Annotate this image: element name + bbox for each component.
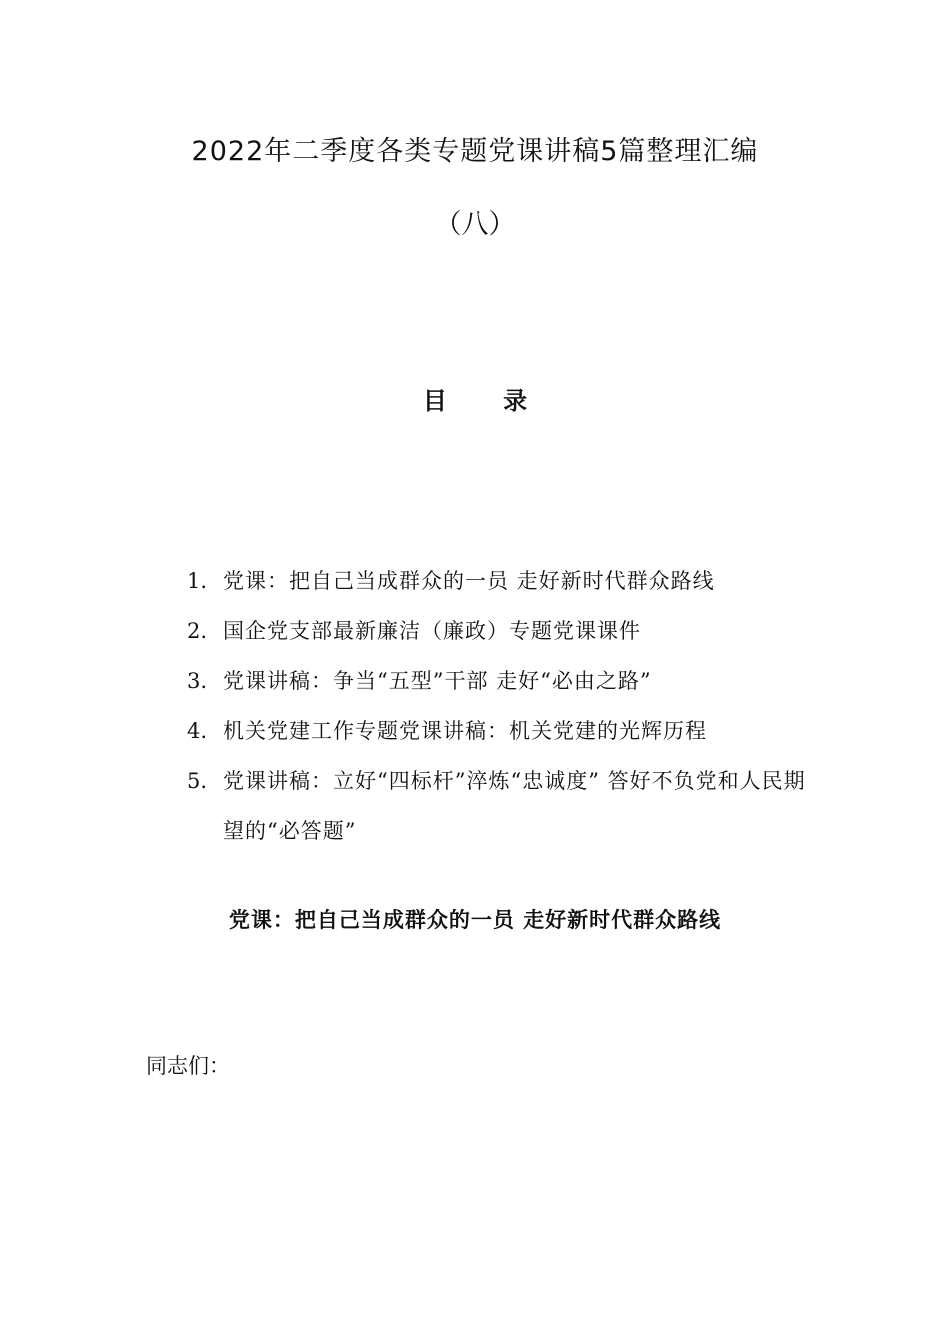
toc-item-text: 党课讲稿：立好“四标杆”淬炼“忠诚度” 答好不负党和人民期望的“必答题”	[223, 769, 806, 843]
toc-item-4[interactable]	[187, 706, 827, 756]
toc-item-text: 党课：把自己当成群众的一员 走好新时代群众路线	[223, 569, 715, 593]
document-title: 2022年二季度各类专题党课讲稿5篇整理汇编	[191, 136, 759, 167]
toc-heading: 目 录	[422, 387, 552, 415]
toc-item-number: 1.	[187, 569, 208, 593]
toc-item-number: 2.	[187, 619, 208, 643]
toc-item-number: 4.	[187, 719, 208, 743]
toc-item-2[interactable]	[187, 606, 827, 656]
document-subtitle: （八）	[434, 209, 516, 240]
toc-item-number: 3.	[187, 669, 208, 693]
toc-item-1[interactable]	[187, 556, 827, 606]
toc-item-number: 5.	[187, 769, 208, 793]
toc-item-5[interactable]	[187, 756, 827, 856]
section-heading: 党课：把自己当成群众的一员 走好新时代群众路线	[228, 907, 722, 932]
toc-item-text: 国企党支部最新廉洁（廉政）专题党课课件	[223, 619, 641, 643]
table-of-contents	[187, 556, 827, 856]
toc-item-text: 党课讲稿：争当“五型”干部 走好“必由之路”	[223, 669, 652, 693]
toc-item-3[interactable]	[187, 656, 827, 706]
salutation: 同志们：	[146, 1054, 230, 1078]
toc-item-text: 机关党建工作专题党课讲稿：机关党建的光辉历程	[223, 719, 707, 743]
